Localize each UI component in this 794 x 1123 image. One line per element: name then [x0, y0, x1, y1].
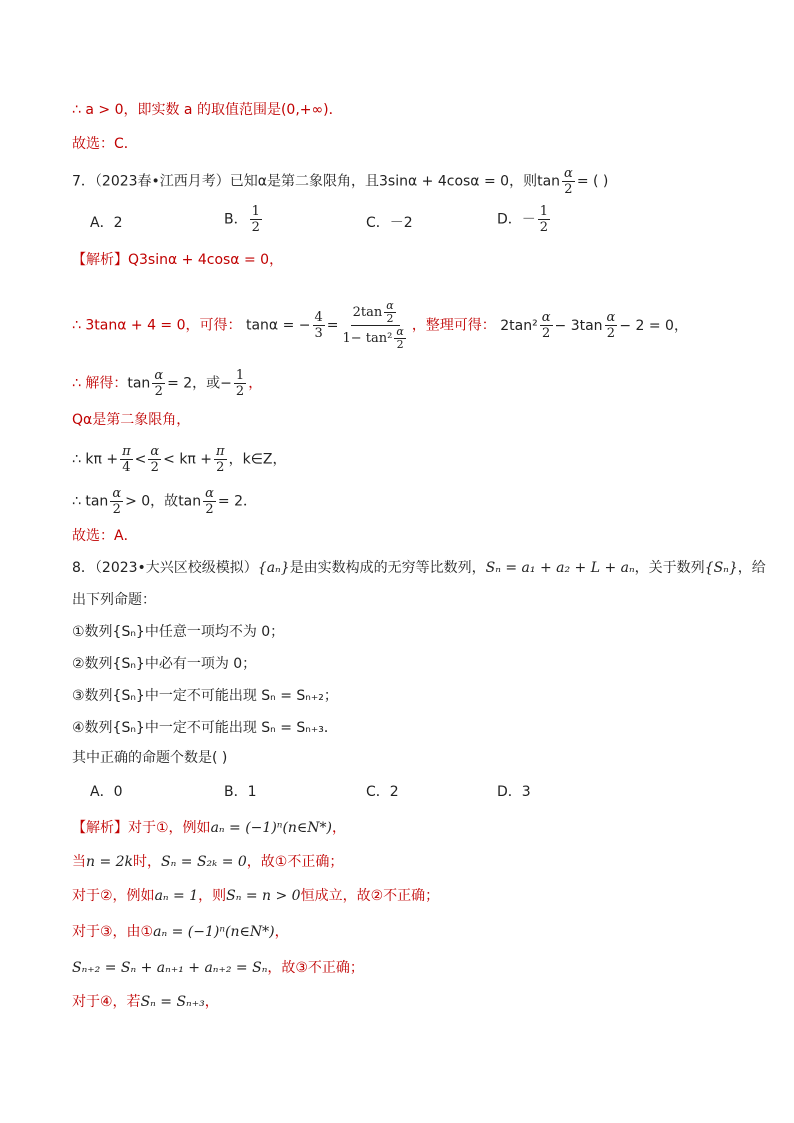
sol7-answer-text: 故选：A．	[72, 528, 138, 544]
sol7-l6a: ∴ tan	[72, 493, 109, 510]
q8-option-d[interactable]: D．3	[497, 784, 531, 800]
solution-label: 【解析】	[72, 252, 128, 268]
solution-label-8: 【解析】	[72, 820, 128, 836]
sol7-double-angle-frac: 2tan $\frac{\alpha}{2}$ 1− tan² $\frac{\alpha}{2}$	[342, 299, 404, 351]
sol7-l5a: ∴ kπ +	[72, 451, 119, 468]
q7-suffix: = ( )	[576, 173, 609, 190]
q7-option-a[interactable]: A．2	[90, 215, 123, 231]
sol8-line-6: 对于④，若Sₙ = Sₙ₊₃，	[72, 994, 219, 1010]
sol8-line-1: 【解析】对于①，例如aₙ = (−1)ⁿ(n∈N*)，	[72, 820, 347, 836]
q8-source: 8．（2023•大兴区校级模拟）	[72, 560, 258, 576]
sol8-line-4: 对于③，由①aₙ = (−1)ⁿ(n∈N*)，	[72, 924, 289, 940]
q7-option-b[interactable]: B． $\frac{1}{2}$	[224, 204, 260, 235]
sol7-l2a: ∴ 3tanα + 4 = 0	[72, 317, 186, 334]
q8-option-a[interactable]: A．0	[90, 784, 123, 800]
q8-ask: 其中正确的命题个数是( )	[72, 750, 228, 766]
sol7-line-6: ∴ tan $\frac{\alpha}{2}$ > 0，故tan $\frac{\alpha}{2}$ = 2．	[72, 486, 258, 517]
q8-proposition-3: ③数列{Sₙ}中一定不可能出现 Sₙ = Sₙ₊₂；	[72, 688, 338, 704]
sol8-line-3: 对于②，例如aₙ = 1，则Sₙ = n > 0恒成立，故②不正确；	[72, 888, 440, 904]
question-8-stem-2: 出下列命题：	[72, 592, 156, 608]
q7-alpha-over-2	[562, 166, 575, 197]
sol7-l2d: ，整理可得：	[411, 317, 496, 334]
sol7-l2c: tanα = −	[245, 317, 311, 334]
sol7-frac-4-3: $\frac{4}{3}$	[314, 310, 323, 341]
question-8-stem: 8．（2023•大兴区校级模拟）{aₙ}是由实数构成的无穷等比数列，Sₙ = a₁ + a₂ + L + aₙ，关于数列{Sₙ}，给	[72, 560, 766, 576]
sol7-line-4	[72, 410, 190, 430]
q8-option-c[interactable]: C．2	[366, 784, 399, 800]
q7-mid: α是第二象限角，且3sinα + 4cosα = 0，则tan	[257, 173, 561, 190]
sol7-answer	[72, 526, 138, 546]
prev-answer-text: 故选：C．	[72, 136, 138, 152]
prev-conclusion-line	[72, 100, 343, 120]
sol7-l4: Qα是第二象限角，	[72, 412, 191, 428]
prev-answer-line	[72, 134, 138, 154]
sol7-line-1	[72, 250, 283, 270]
q7-prefix: 7．（2023春•江西月考）已知	[72, 173, 258, 190]
sol7-l3a: ∴ 解得：	[72, 375, 128, 392]
q8-proposition-4: ④数列{Sₙ}中一定不可能出现 Sₙ = Sₙ₊₃．	[72, 720, 338, 736]
sol7-line-2: ∴ 3tanα + 4 = 0，可得： tanα = − $\frac{4}{3}$ = 2tan $\frac{\alpha}{2}$ 1− tan² $\frac{\alpha}{2}$ ，整理可得： 2tan² $\frac{\alpha}{2}$ − 3tan $\frac{\alpha}{2}$ − 2 = 0，	[72, 299, 688, 351]
question-7-stem	[72, 166, 608, 197]
q7-option-d[interactable]: D．－ $\frac{1}{2}$	[497, 204, 549, 235]
sol7-line-5: ∴ kπ + $\frac{\pi}{4}$ < $\frac{\alpha}{2}$ < kπ + $\frac{\pi}{2}$ ，k∈Z，	[72, 444, 287, 475]
sol7-quadratic: 2tan² $\frac{\alpha}{2}$ − 3tan $\frac{\alpha}{2}$ − 2 = 0，	[500, 310, 688, 341]
q7-frac-den: 2	[564, 182, 573, 197]
sol7-line-3: ∴ 解得：tan $\frac{\alpha}{2}$ = 2，或− $\frac{1}{2}$ ，	[72, 368, 263, 399]
q8-proposition-2: ②数列{Sₙ}中必有一项为 0；	[72, 656, 257, 672]
sol8-line-5: Sₙ₊₂ = Sₙ + aₙ₊₁ + aₙ₊₂ = Sₙ，故③不正确；	[72, 960, 364, 976]
q7-frac-num: α	[564, 166, 573, 181]
sol7-l1: Q3sinα + 4cosα = 0，	[128, 252, 284, 268]
prev-conclusion-text: ∴ a > 0，即实数 a 的取值范围是(0,+∞)．	[72, 102, 343, 118]
q8-proposition-1: ①数列{Sₙ}中任意一项均不为 0；	[72, 624, 285, 640]
q7-option-c[interactable]: C．－2	[366, 215, 413, 231]
sol7-l2b: ，可得：	[185, 317, 242, 334]
sol8-line-2: 当n = 2k时，Sₙ = S₂ₖ = 0，故①不正确；	[72, 854, 344, 870]
q8-option-b[interactable]: B．1	[224, 784, 257, 800]
